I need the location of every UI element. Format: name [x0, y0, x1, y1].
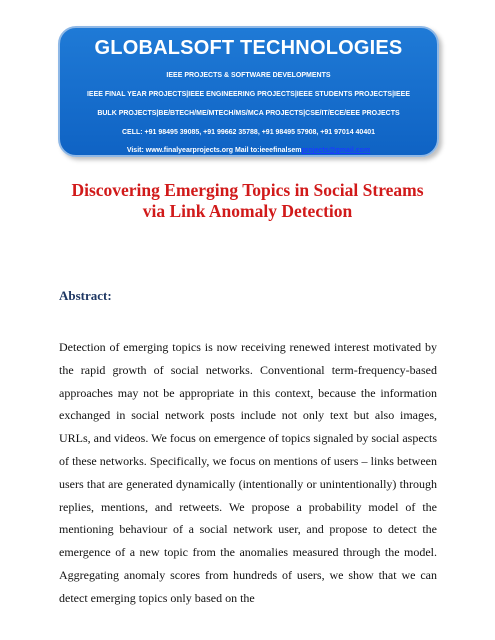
banner-bulk-line: BULK PROJECTS|BE/BTECH/ME/MTECH/MS/MCA PROJECTS|CSE/IT/ECE/EEE PROJECTS: [97, 110, 400, 117]
banner-visit-text: Visit: www.finalyearprojects.org Mail to:ieeefinalsem: [126, 147, 302, 154]
document-title: [40, 180, 455, 222]
title-line-1: Discovering Emerging Topics in Social Streams: [71, 180, 424, 200]
banner-title: GLOBALSOFT TECHNOLOGIES: [94, 37, 403, 59]
banner-projects-line: IEEE FINAL YEAR PROJECTS|IEEE ENGINEERING PROJECTS|IEEE STUDENTS PROJECTS|IEEE: [86, 91, 411, 98]
banner-contact-line: [60, 147, 437, 154]
banner-phone-line: CELL: +91 98495 39085, +91 99662 35788, +91 98495 57908, +91 97014 40401: [122, 129, 375, 136]
abstract-body: Detection of emerging topics is now receiving renewed interest motivated by the rapid growth of social networks. Conventional term-frequency-based approaches may not be appropriate in this context, because the information exchanged in social network posts include not only text but also images, URLs, and videos. We focus on emergence of topics signaled by social aspects of these networks. Specifically, we focus on mentions of users – links between users that are generated dynamically (intentionally or unintentionally) through replies, mentions, and retweets. We propose a probability model of the mentioning behaviour of a social network user, and propose to detect the emergence of a new topic from the anomalies measured through the model. Aggregating anomaly scores from hundreds of users, we show that we can detect emerging topics only based on the: [59, 340, 437, 605]
title-line-2: via Link Anomaly Detection: [142, 201, 353, 221]
company-banner: [58, 26, 439, 157]
banner-tagline: IEEE PROJECTS & SOFTWARE DEVELOPMENTS: [166, 72, 331, 79]
banner-mail-link[interactable]: projects@gmail.com: [301, 147, 371, 154]
abstract-heading: Abstract:: [59, 288, 112, 303]
